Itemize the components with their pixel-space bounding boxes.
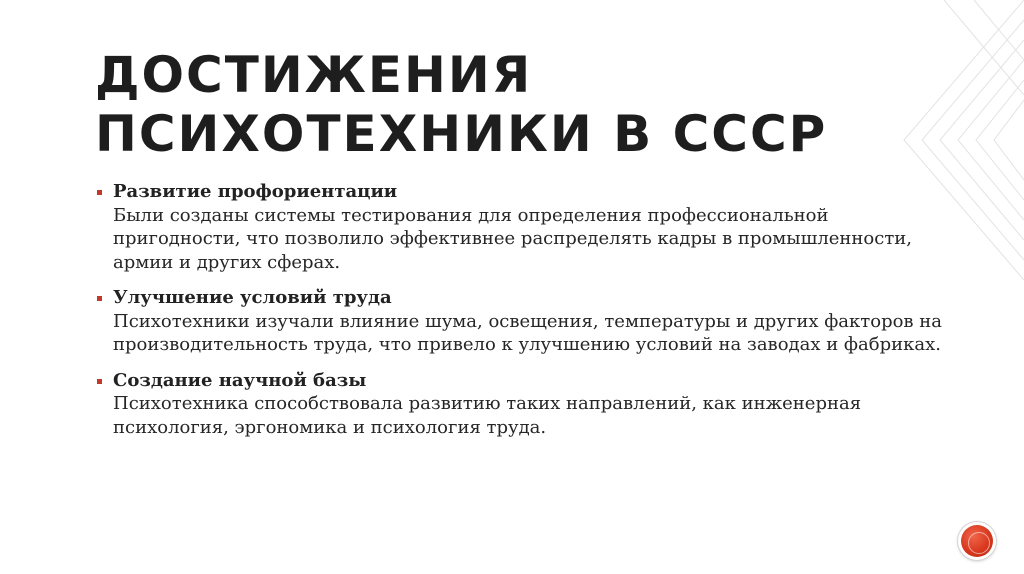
list-item-title: Улучшение условий труда	[113, 287, 392, 308]
list-item	[97, 369, 947, 440]
list-item	[97, 180, 947, 274]
square-bullet-icon	[97, 190, 102, 195]
list-item-title: Развитие профориентации	[113, 181, 398, 202]
list-item-text: Психотехники изучали влияние шума, освещения, температуры и других факторов на производительность труда, что привело к улучшению условий на заводах и фабриках.	[113, 310, 943, 355]
list-item-title: Создание научной базы	[113, 369, 367, 391]
square-bullet-icon	[97, 379, 102, 384]
nav-button-ring	[968, 532, 990, 554]
list-item-text: Были созданы системы тестирования для определения профессиональной пригодности, что позволило эффективнее распределять кадры в промышленности, армии и других сферах.	[113, 204, 913, 273]
slide-title	[95, 46, 827, 164]
nav-button-face	[961, 525, 993, 557]
square-bullet-icon	[97, 296, 102, 301]
list-item-text: Психотехника способствовала развитию таких направлений, как инженерная психология, эргономика и психология труда.	[113, 393, 862, 438]
circle-button-icon[interactable]	[958, 522, 996, 560]
bullet-list	[97, 180, 947, 451]
list-item	[97, 286, 947, 357]
slide-title-line-1: ДОСТИЖЕНИЯ	[95, 46, 533, 104]
slide-title-line-2: ПСИХОТЕХНИКИ В СССР	[95, 105, 828, 163]
